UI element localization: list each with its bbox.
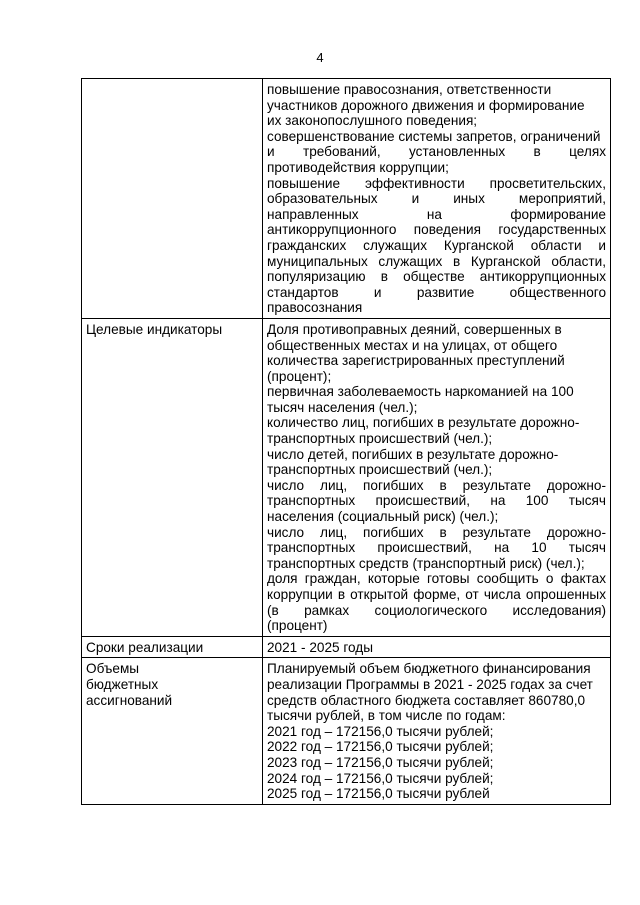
row-value-cell: [263, 636, 611, 658]
table-row: [82, 658, 611, 804]
value-line: правосознания: [267, 300, 363, 316]
label-line: Объемы: [86, 661, 140, 677]
value-line: доля граждан, которые готовы сообщить о фактах: [267, 571, 606, 587]
value-line: стандартов и развитие общественного: [267, 284, 606, 300]
label-line: бюджетных: [86, 676, 159, 692]
value-line: число лиц, погибших в результате дорожно-: [267, 524, 606, 540]
row-label-cell: [82, 79, 263, 319]
label-line: Сроки реализации: [86, 639, 204, 655]
value-line: популяризацию в обществе антикоррупционных: [267, 269, 606, 285]
value-line: Доля противоправных деяний, совершенных в: [267, 321, 562, 337]
value-line: повышение эффективности просветительских,: [267, 175, 606, 191]
value-line: направленных на формирование: [267, 206, 606, 222]
label-line: ассигнований: [86, 692, 173, 708]
value-line: 2021 - 2025 годы: [267, 639, 373, 655]
value-line: и требований, установленных в целях: [267, 144, 606, 160]
value-line: реализации Программы в 2021 - 2025 годах за счет: [267, 676, 593, 692]
value-line: Планируемый объем бюджетного финансирования: [267, 661, 591, 677]
value-line: (процент);: [267, 368, 332, 384]
value-line: число детей, погибших в результате дорожно-: [267, 446, 559, 462]
value-line: транспортных происшествий, на 10 тысяч: [267, 540, 606, 556]
passport-table: [81, 78, 611, 805]
value-line: число лиц, погибших в результате дорожно-: [267, 477, 606, 493]
value-line: транспортных происшествий, на 100 тысяч: [267, 493, 606, 509]
page-number: 4: [316, 50, 324, 65]
value-line: гражданских служащих Курганской области и: [267, 237, 606, 253]
value-line: антикоррупционного поведения государственных: [267, 222, 606, 238]
value-line: (процент): [267, 618, 328, 634]
value-line: 2025 год – 172156,0 тысячи рублей: [267, 786, 490, 802]
value-line: 2021 год – 172156,0 тысячи рублей;: [267, 723, 494, 739]
value-line: транспортных происшествий (чел.);: [267, 431, 493, 447]
value-line: первичная заболеваемость наркоманией на 100: [267, 384, 574, 400]
table-row: [82, 318, 611, 636]
table-row: [82, 636, 611, 658]
value-line: 2023 год – 172156,0 тысячи рублей;: [267, 754, 494, 770]
value-line: образовательных и иных мероприятий,: [267, 191, 606, 207]
value-line: коррупции в открытой форме, от числа опрошенных: [267, 587, 606, 602]
value-line: 2022 год – 172156,0 тысячи рублей;: [267, 739, 494, 755]
value-line: муниципальных служащих в Курганской области,: [267, 253, 606, 269]
value-line: 2024 год – 172156,0 тысячи рублей;: [267, 770, 494, 786]
value-line: противодействия коррупции;: [267, 159, 449, 175]
value-line: общественных местах и на улицах, от общего: [267, 337, 558, 353]
value-line: участников дорожного движения и формирование: [267, 97, 585, 113]
row-value-cell: [263, 658, 611, 804]
row-value-cell: [263, 318, 611, 636]
table-row: [82, 79, 611, 319]
value-line: совершенствование системы запретов, ограничений: [267, 128, 601, 144]
value-line: транспортных средств (транспортный риск) (чел.);: [267, 555, 585, 571]
value-line: тысяч населения (чел.);: [267, 399, 418, 415]
value-line: количество лиц, погибших в результате дорожно-: [267, 415, 580, 431]
value-line: количества зарегистрированных преступлений: [267, 353, 565, 369]
value-line: населения (социальный риск) (чел.);: [267, 509, 499, 525]
value-line: тысячи рублей, в том числе по годам:: [267, 708, 506, 724]
row-label-cell: [82, 636, 263, 658]
value-line: средств областного бюджета составляет 860780,0: [267, 692, 586, 708]
value-line: транспортных происшествий (чел.);: [267, 462, 493, 478]
label-line: Целевые индикаторы: [86, 321, 223, 337]
row-value-cell: [263, 79, 611, 319]
value-line: их законопослушного поведения;: [267, 113, 478, 129]
value-line: (в рамках социологического исследования): [267, 602, 606, 618]
row-label-cell: [82, 658, 263, 804]
row-label-cell: [82, 318, 263, 636]
value-line: повышение правосознания, ответственности: [267, 82, 552, 97]
